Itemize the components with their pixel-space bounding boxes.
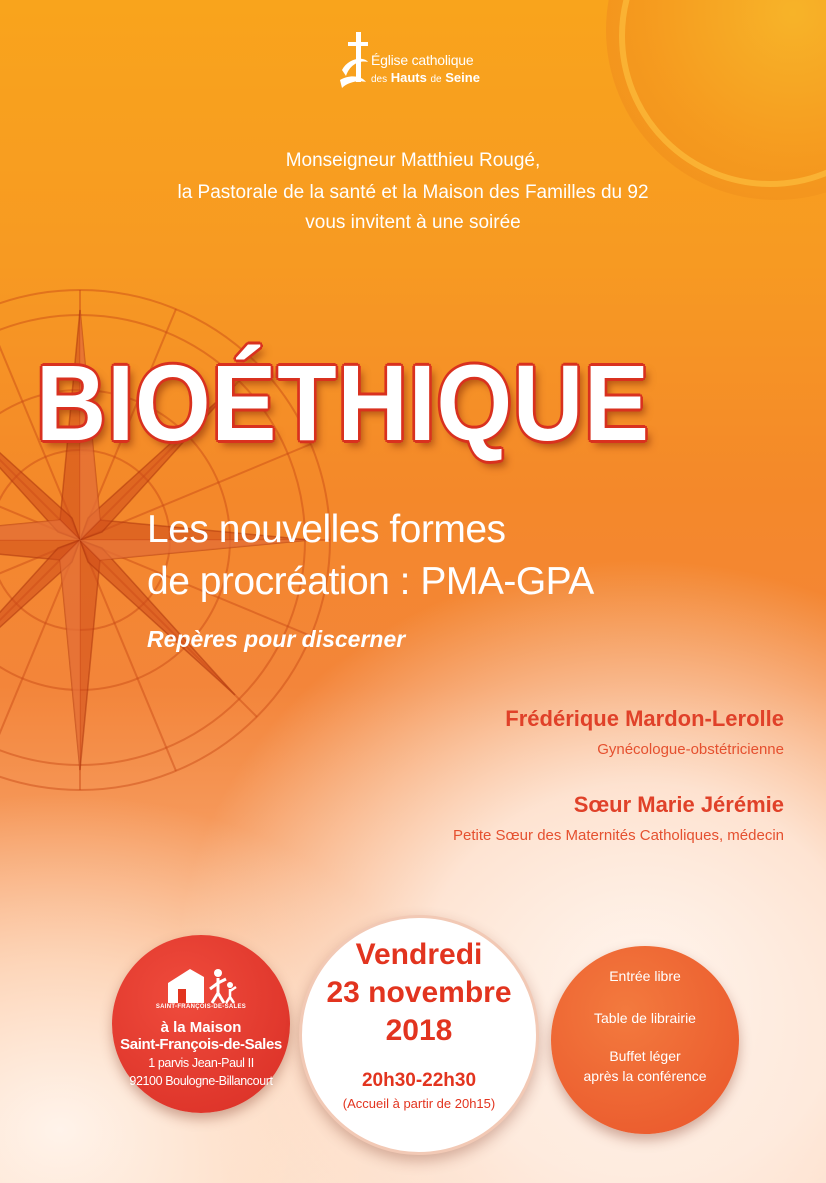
event-day: Vendredi [355,938,483,971]
event-time: 20h30-22h30 [361,1070,477,1091]
speaker-1-role: Gynécologue-obstétricienne [597,741,784,758]
cross-logo-icon [338,30,372,90]
event-note: (Accueil à partir de 20h15) [342,1096,496,1111]
info-item3-line1: Buffet léger [609,1048,681,1064]
logo-word-de: de [430,74,442,85]
info-item2: Table de librairie [594,1010,696,1026]
subtitle-line1: Les nouvelles formes [147,508,506,551]
speaker-2 [453,792,784,844]
invitation-line3: vous invitent à une soirée [305,212,521,233]
event-date: 23 novembre [326,976,512,1009]
logo-line1: Église catholique [371,52,474,68]
main-title: BIOÉTHIQUE [36,342,650,463]
house-family-icon [164,963,242,1005]
speaker-1 [505,706,784,758]
info-item3-line2: après la conférence [583,1068,707,1084]
speaker-1-name: Frédérique Mardon-Lerolle [505,706,784,731]
tagline: Repères pour discerner [147,626,406,652]
venue-line1: à la Maison [160,1019,242,1036]
venue-logo-caption: SAINT-FRANÇOIS-DE-SALES [155,1004,247,1010]
logo-word-hauts: Hauts [390,70,427,85]
info-item1: Entrée libre [609,968,681,984]
venue-line2: Saint-François-de-Sales [120,1036,282,1053]
invitation-line2: la Pastorale de la santé et la Maison des Familles du 92 [177,182,649,203]
subtitle-line2: de procréation : PMA-GPA [147,560,594,603]
venue-address2: 92100 Boulogne-Billancourt [129,1074,273,1088]
event-year: 2018 [385,1014,453,1047]
info-circle [551,946,739,1134]
speaker-2-role: Petite Sœur des Maternités Catholiques, médecin [453,827,784,844]
venue-circle [112,935,290,1113]
invitation-line1: Monseigneur Matthieu Rougé, [285,150,541,171]
speaker-2-name: Sœur Marie Jérémie [573,792,784,817]
date-circle [299,915,539,1155]
diocese-logo [338,30,508,92]
logo-line2 [371,70,480,85]
venue-address1: 1 parvis Jean-Paul II [148,1056,254,1070]
logo-word-seine: Seine [445,70,480,85]
logo-word-des: des [371,74,388,85]
